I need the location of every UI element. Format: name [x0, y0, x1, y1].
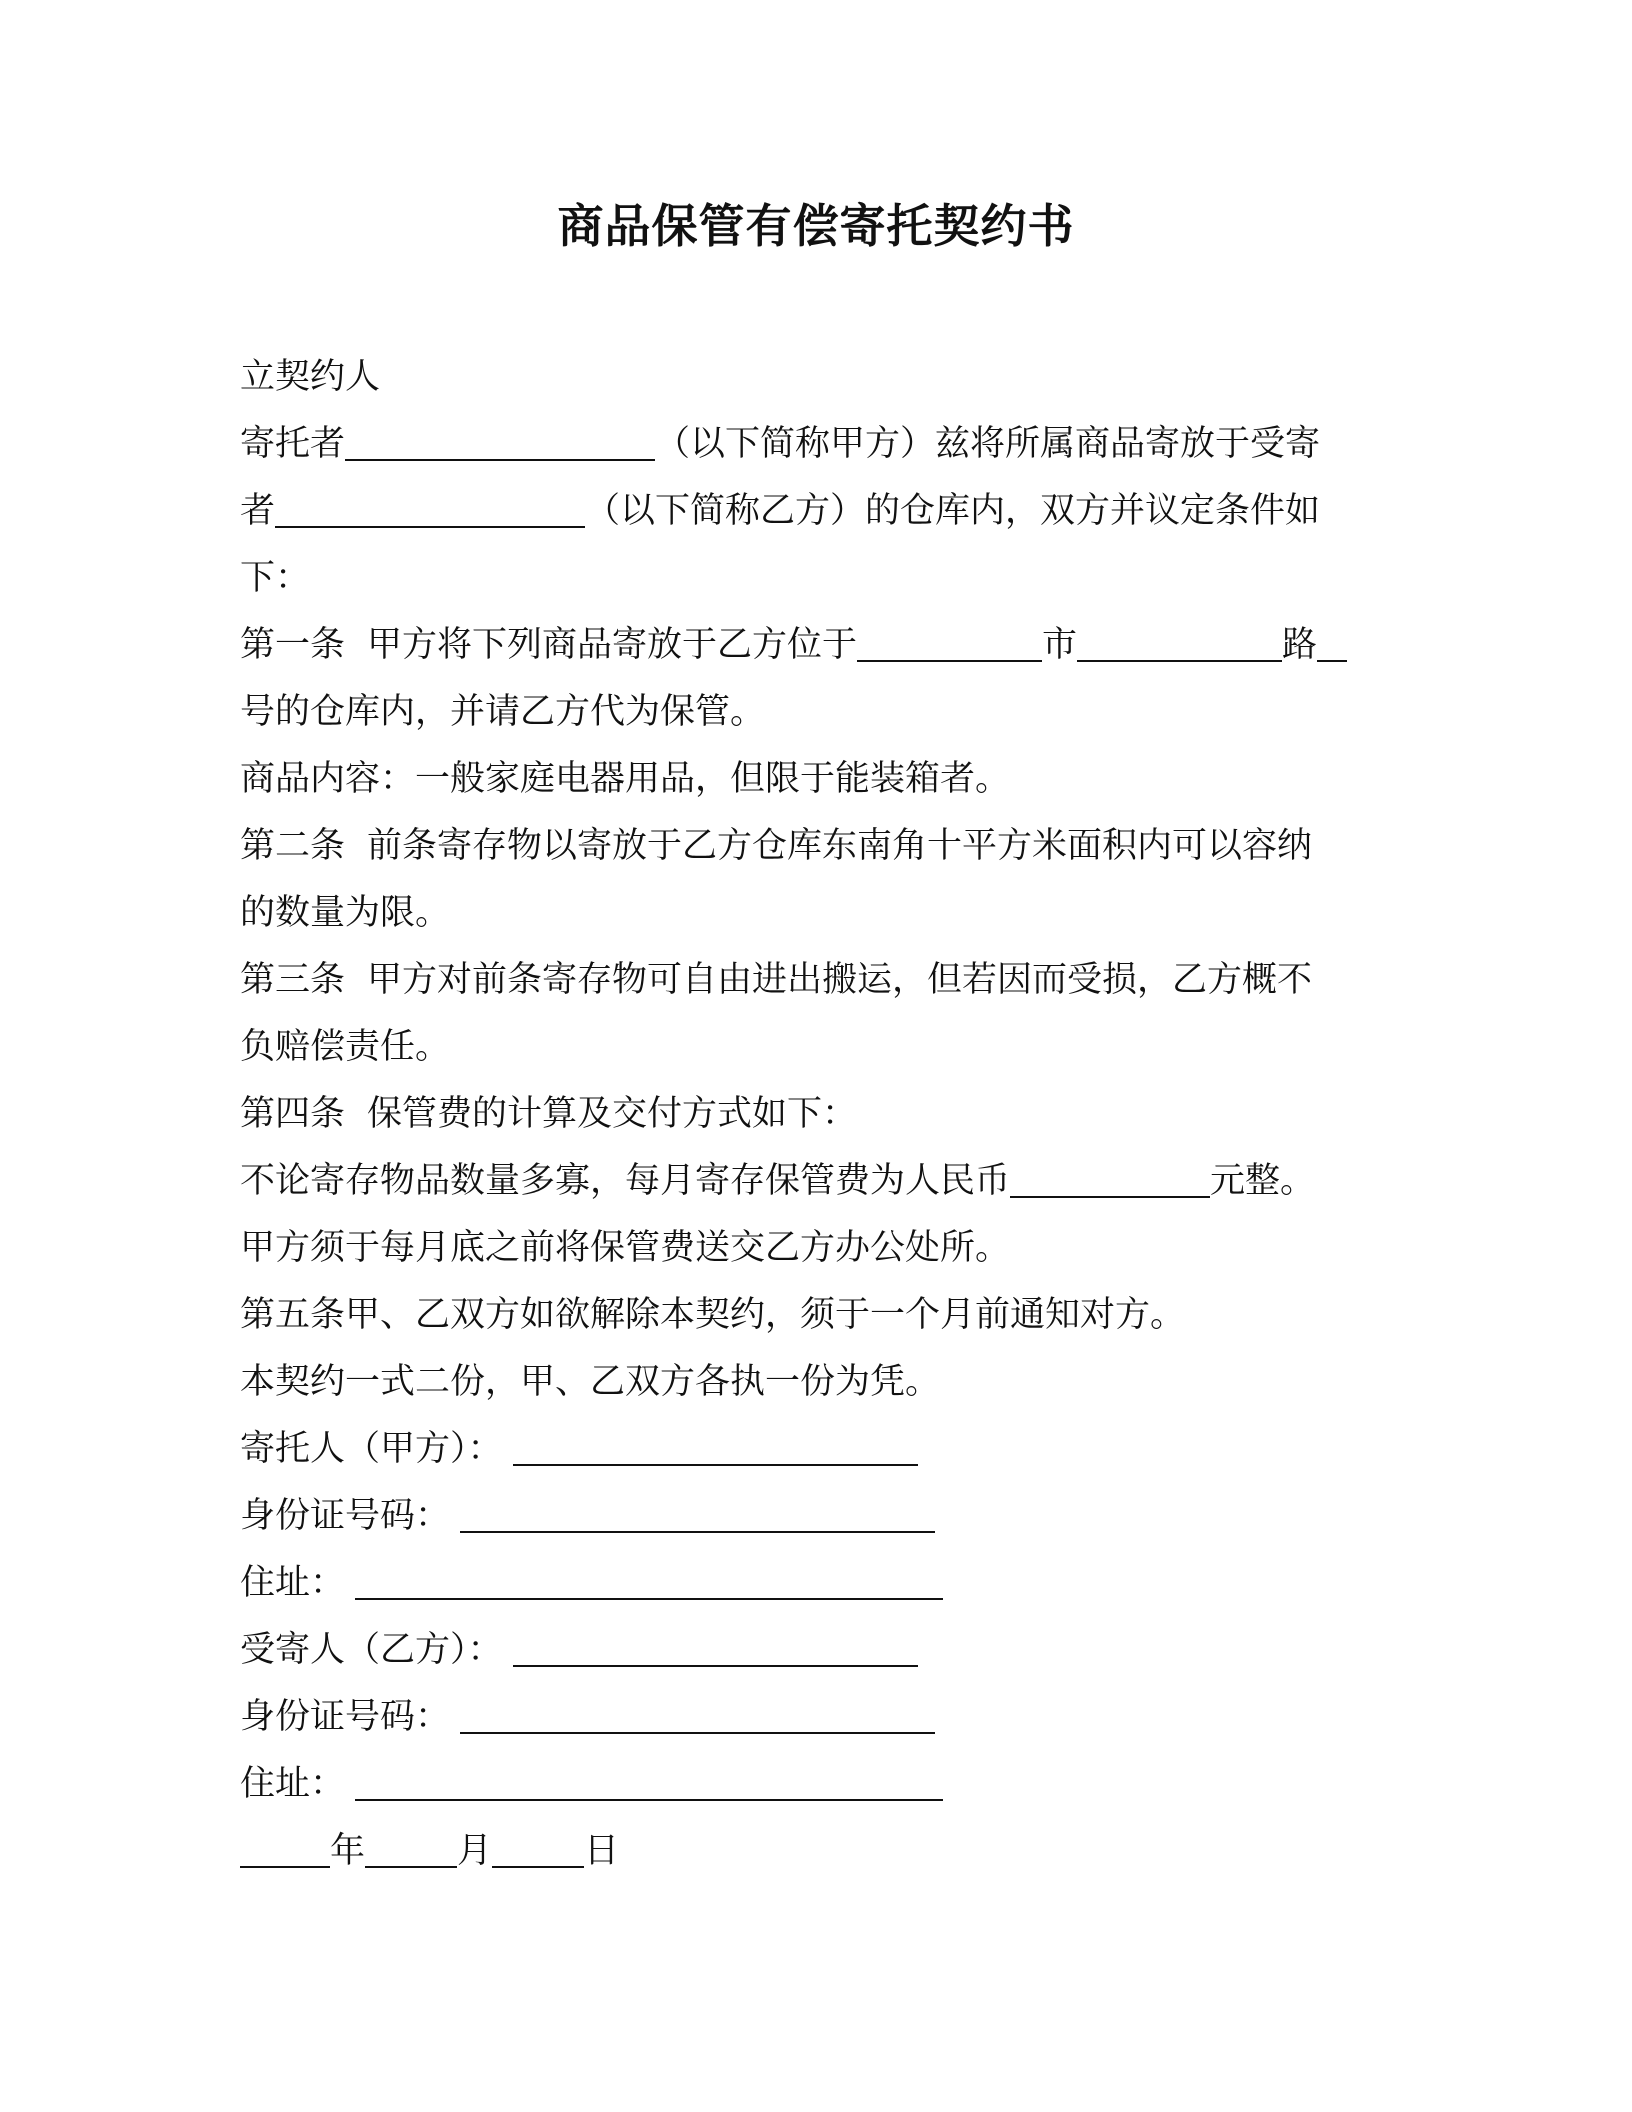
month-blank[interactable]	[365, 1826, 457, 1868]
article-4: 第四条 保管费的计算及交付方式如下：	[240, 1094, 858, 1134]
article-3-cont: 负赔偿责任。	[240, 1027, 451, 1067]
line-depositor: 寄托者 （以下简称甲方）兹将所属商品寄放于受寄	[240, 411, 1390, 478]
date-line	[240, 1818, 1390, 1885]
depositor-sign-blank[interactable]	[513, 1424, 918, 1466]
month-label: 月	[457, 1831, 493, 1871]
line-parties: 立契约人	[240, 357, 381, 397]
copies-line: 本契约一式二份，甲、乙双方各执一份为凭。	[240, 1362, 941, 1402]
depositor-sign-line: 寄托人（甲方）：	[240, 1416, 1390, 1483]
road-blank[interactable]	[1077, 620, 1282, 662]
depositor-address-line: 住址：	[240, 1550, 1390, 1617]
depositor-address-blank[interactable]	[355, 1558, 943, 1600]
document-title: 商品保管有偿寄托契约书	[557, 199, 1075, 253]
fee-payment-line: 甲方须于每月底之前将保管费送交乙方办公处所。	[240, 1228, 1011, 1268]
depositary-sign-line: 受寄人（乙方）：	[240, 1617, 1390, 1684]
line-below: 下：	[240, 558, 311, 598]
depositary-name-blank[interactable]	[275, 486, 585, 528]
depositary-address-blank[interactable]	[355, 1759, 943, 1801]
number-blank[interactable]	[1317, 620, 1347, 662]
contract-body	[240, 344, 1390, 1885]
day-label: 日	[584, 1831, 620, 1871]
day-blank[interactable]	[492, 1826, 584, 1868]
depositary-address-line: 住址：	[240, 1751, 1390, 1818]
article-1-cont: 号的仓库内，并请乙方代为保管。	[240, 692, 766, 732]
year-label: 年	[330, 1831, 366, 1871]
article-3: 第三条 甲方对前条寄存物可自由进出搬运，但若因而受损，乙方概不	[240, 960, 1313, 1000]
article-2-cont: 的数量为限。	[240, 893, 451, 933]
depositary-sign-blank[interactable]	[513, 1625, 918, 1667]
depositor-name-blank[interactable]	[345, 419, 655, 461]
fee-amount-blank[interactable]	[1010, 1156, 1210, 1198]
goods-content: 商品内容：一般家庭电器用品，但限于能装箱者。	[240, 759, 1011, 799]
depositary-id-line: 身份证号码：	[240, 1684, 1390, 1751]
depositary-id-blank[interactable]	[460, 1692, 935, 1734]
year-blank[interactable]	[240, 1826, 330, 1868]
depositor-id-blank[interactable]	[460, 1491, 935, 1533]
article-5: 第五条甲、乙双方如欲解除本契约，须于一个月前通知对方。	[240, 1295, 1186, 1335]
depositor-id-line: 身份证号码：	[240, 1483, 1390, 1550]
fee-line: 不论寄存物品数量多寡，每月寄存保管费为人民币 元整。	[240, 1148, 1390, 1215]
line-depositary: 者 （以下简称乙方）的仓库内，双方并议定条件如	[240, 478, 1390, 545]
article-2: 第二条 前条寄存物以寄放于乙方仓库东南角十平方米面积内可以容纳	[240, 826, 1313, 866]
city-blank[interactable]	[857, 620, 1042, 662]
article-1: 第一条 甲方将下列商品寄放于乙方位于 市 路	[240, 612, 1390, 679]
